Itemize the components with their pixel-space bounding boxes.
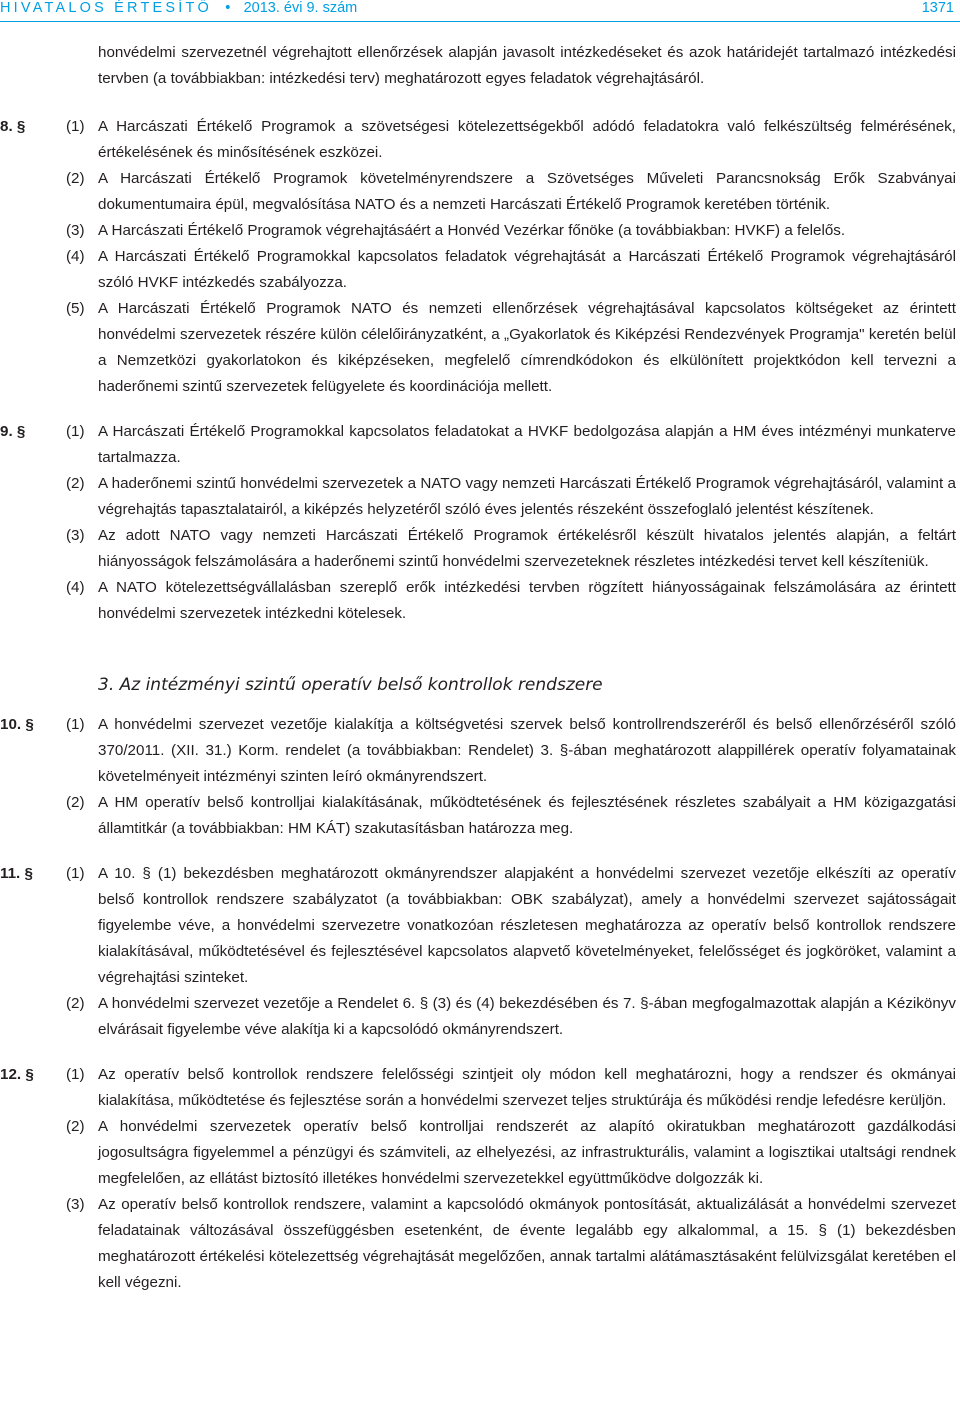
paragraph — [0, 218, 960, 244]
paragraph-text: Az adott NATO vagy nemzeti Harcászati Értékelő Programok értékelésről készült hivatalos jelentés alapján, a feltárt hiányosságok felszámolására a haderőnemi szintű honvédelmi szervezeteknek részletes intézkedési tervet kell készíteniük. — [98, 527, 956, 570]
section-gap — [0, 698, 960, 712]
paragraph — [0, 523, 960, 575]
paragraph — [0, 166, 960, 218]
section-gap — [0, 92, 960, 114]
paragraph-label: (2) — [66, 1118, 85, 1135]
paragraph — [0, 244, 960, 296]
paragraph-text: A Harcászati Értékelő Programok követelményrendszere a Szövetséges Műveleti Parancsnokság Erők Szabványai dokumentumaira épül, megvalósítása NATO és a nemzeti Harcászati Értékelő Programok keretében történik. — [98, 170, 956, 213]
page-header — [0, 0, 960, 22]
paragraph-label: (2) — [66, 995, 85, 1012]
paragraph-text: A honvédelmi szervezet vezetője kialakítja a költségvetési szervek belső kontrollrendszeréről és belső ellenőrzéséről szóló 370/2011. (XII. 31.) Korm. rendelet (a továbbiakban: Rendelet) 3. §-ában meghatározott alappillérek operatív folyamatainak követelményeit intézményi szinten leíró okmányrendszert. — [98, 716, 956, 785]
header-left — [0, 0, 357, 16]
page-number: 1371 — [921, 0, 954, 16]
section-gap — [0, 842, 960, 861]
paragraph-label: (2) — [66, 475, 85, 492]
section-number: 11. § — [0, 865, 33, 882]
paragraph-label: (3) — [66, 1196, 85, 1213]
paragraph-text: A Harcászati Értékelő Programok a szövetségesi kötelezettségekből adódó feladatokra való felkészültség felmérésének, értékelésének és minősítésének eszközei. — [98, 118, 956, 161]
section — [0, 861, 960, 1043]
paragraph-label: (5) — [66, 300, 85, 317]
paragraph — [0, 471, 960, 523]
paragraph — [0, 712, 960, 790]
paragraph-text: A honvédelmi szervezet vezetője a Rendelet 6. § (3) és (4) bekezdésében és 7. §-ában megfogalmazottak alapján a Kézikönyv elvárásait figyelembe véve alakítja ki a kapcsolódó okmányrendszert. — [98, 995, 956, 1038]
header-rule — [0, 21, 960, 22]
paragraph-text: A 10. § (1) bekezdésben meghatározott okmányrendszer alapjaként a honvédelmi szervezet vezetője elkészíti az operatív belső kontrollok rendszere szabályzatot (a továbbiakban: OBK szabályzat), amely a honvédelmi szervezet sajátosságait figyelembe véve, a honvédelmi szervezetre vonatkozóan részletesen meghatározza az operatív belső kontrollok rendszere kialakításával, működtetésével és fejlesztésével kapcsolatos alapvető követelményeket, felelősséget és jogköröket, valamint a végrehajtási szinteket. — [98, 865, 956, 986]
paragraph-label: (3) — [66, 222, 85, 239]
section — [0, 712, 960, 842]
paragraph-text: A HM operatív belső kontrolljai kialakításának, működtetésének és fejlesztésének részletes szabályait a HM közigazgatási államtitkár (a továbbiakban: HM KÁT) szakutasításban határozza meg. — [98, 794, 956, 837]
paragraph-text: A Harcászati Értékelő Programokkal kapcsolatos feladatok végrehajtását a Harcászati Értékelő Programok végrehajtásáról szóló HVKF intézkedés szabályozza. — [98, 248, 956, 291]
paragraph — [0, 1114, 960, 1192]
paragraph-label: (4) — [66, 248, 85, 265]
paragraph-text: A Harcászati Értékelő Programok NATO és nemzeti ellenőrzések végrehajtásával kapcsolatos költségeket az érintett honvédelmi szervezetek részére külön célelőirányzatként, a „Gyakorlatok és Kiképzési Rendezvények Programja" keretén belül a Nemzetközi gyakorlatokon és kiképzéseken, megfelelő címrendkódokon és elkülönített projektkódon kell tervezni a haderőnemi szintű szervezetek felügyelete és koordinációja mellett. — [98, 300, 956, 395]
section — [0, 114, 960, 400]
paragraph — [0, 575, 960, 627]
section-gap — [0, 1043, 960, 1062]
section — [0, 419, 960, 627]
issue-date: 2013. évi 9. szám — [243, 0, 358, 16]
paragraph-text: A Harcászati Értékelő Programok végrehajtásáért a Honvéd Vezérkar főnöke (a továbbiakban: HVKF) a felelős. — [98, 222, 846, 239]
paragraph-label: (1) — [66, 716, 85, 733]
document-body — [0, 40, 960, 1296]
intro-paragraph: honvédelmi szervezetnél végrehajtott ellenőrzések alapján javasolt intézkedéseket és azok határidejét tartalmazó intézkedési tervben (a továbbiakban: intézkedési terv) meghatározott egyes feladatok végrehajtásáról. — [98, 44, 956, 87]
paragraph-label: (1) — [66, 865, 85, 882]
paragraph — [0, 1192, 960, 1296]
paragraph — [0, 419, 960, 471]
paragraph-text: Az operatív belső kontrollok rendszere felelősségi szintjeit oly módon kell meghatározni, hogy a rendszer és okmányai kialakítása, működtetése és fejlesztése során a honvédelmi szervezet teljes struktúrája és működési rendje lefedésre kerüljön. — [98, 1066, 956, 1109]
section-number: 12. § — [0, 1066, 34, 1083]
paragraph-label: (4) — [66, 579, 85, 596]
paragraph-label: (1) — [66, 423, 85, 440]
paragraph — [0, 790, 960, 842]
section-gap — [0, 400, 960, 419]
paragraph — [0, 296, 960, 400]
section-number: 8. § — [0, 118, 26, 135]
paragraph-text: A honvédelmi szervezetek operatív belső kontrolljai rendszerét az alapító okiratukban meghatározott gazdálkodási jogosultságra figyelemmel a pénzügyi és számviteli, az elhelyezési, az infrastrukturális, valamint a logisztikai utaltsági rendnek megfelelően, az ellátást biztosító illetékes honvédelmi szervezetekkel együttműködve dolgozzák ki. — [98, 1118, 956, 1187]
paragraph-text: A NATO kötelezettségvállalásban szereplő erők intézkedési tervben rögzített hiányosságainak felszámolására az érintett honvédelmi szervezetek intézkedni kötelesek. — [98, 579, 956, 622]
paragraph-label: (2) — [66, 170, 85, 187]
chapter-heading: 3. Az intézményi szintű operatív belső kontrollok rendszere — [98, 675, 603, 695]
paragraph-label: (1) — [66, 1066, 85, 1083]
publication-title: HIVATALOS ÉRTESÍTŐ — [0, 0, 213, 16]
paragraph — [0, 114, 960, 166]
paragraph — [0, 1062, 960, 1114]
section-number: 9. § — [0, 423, 26, 440]
paragraph-text: A haderőnemi szintű honvédelmi szervezetek a NATO vagy nemzeti Harcászati Értékelő Programok végrehajtásáról, valamint a végrehajtás tapasztalatairól, a kiképzés helyzetéről szóló éves jelentés részeként összefoglaló jelentést készítenek. — [98, 475, 956, 518]
section — [0, 1062, 960, 1296]
section-number: 10. § — [0, 716, 34, 733]
paragraph-label: (3) — [66, 527, 85, 544]
paragraph-label: (1) — [66, 118, 85, 135]
paragraph — [0, 991, 960, 1043]
paragraph-label: (2) — [66, 794, 85, 811]
paragraph — [0, 861, 960, 991]
paragraph-text: A Harcászati Értékelő Programokkal kapcsolatos feladatokat a HVKF bedolgozása alapján a HM éves intézményi munkaterve tartalmazza. — [98, 423, 956, 466]
header-bullet: • — [225, 0, 231, 16]
sections-group-a — [0, 92, 960, 627]
sections-group-b — [0, 698, 960, 1296]
paragraph-text: Az operatív belső kontrollok rendszere, valamint a kapcsolódó okmányok pontosítását, aktualizálását a honvédelmi szervezet feladatainak változásával összefüggésben esetenként, de évente legalább egy alkalommal, a 15. § (1) bekezdésben meghatározott értékelési kötelezettség végrehajtását megelőzően, annak tartalmi alátámasztásaként felülvizsgálat keretében el kell végezni. — [98, 1196, 956, 1291]
